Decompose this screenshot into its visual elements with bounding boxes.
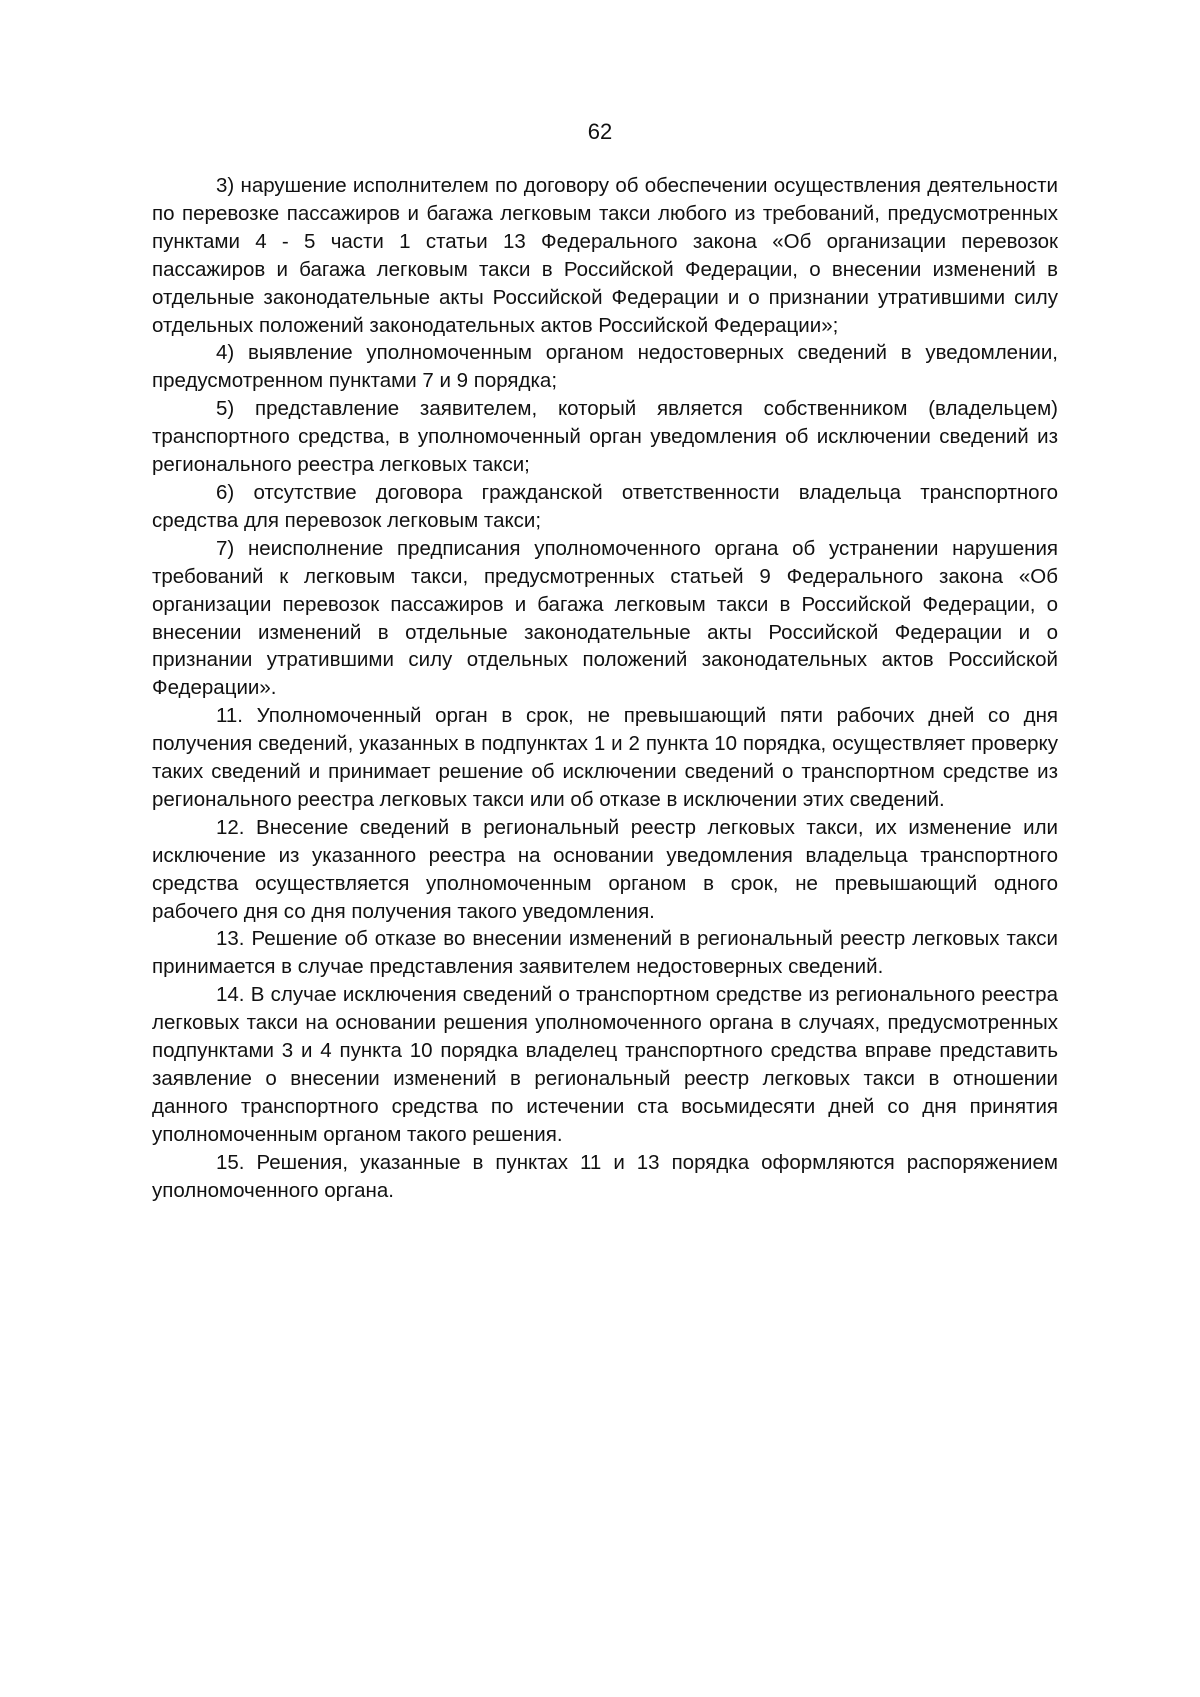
clause-11: 11. Уполномоченный орган в срок, не превышающий пяти рабочих дней со дня получения сведений, указанных в подпунктах 1 и 2 пункта 10 порядка, осуществляет проверку таких сведений и принимает решение об исключении сведений о транспортном средстве из регионального реестра легковых такси или об отказе в исключении этих сведений. (152, 704, 1058, 811)
subitem-7: 7) неисполнение предписания уполномоченного органа об устранении нарушения требований к легковым такси, предусмотренных статьей 9 Федерального закона «Об организации перевозок пассажиров и багажа легковым такси в Российской Федерации, о внесении изменений в отдельные законодательные акты Российской Федерации и о признании утратившими силу отдельных положений законодательных актов Российской Федерации». (152, 536, 1058, 700)
clause-15: 15. Решения, указанные в пунктах 11 и 13 порядка оформляются распоряжением уполномоченного органа. (152, 1150, 1058, 1202)
subitem-6: 6) отсутствие договора гражданской ответственности владельца транспортного средства для перевозок легковым такси; (152, 480, 1058, 532)
subitem-4: 4) выявление уполномоченным органом недостоверных сведений в уведомлении, предусмотренном пунктами 7 и 9 порядка; (152, 341, 1058, 393)
clause-12: 12. Внесение сведений в региональный реестр легковых такси, их изменение или исключение из указанного реестра на основании уведомления владельца транспортного средства осуществляется уполномоченным органом в срок, не превышающий одного рабочего дня со дня получения такого уведомления. (152, 815, 1058, 923)
subitem-5: 5) представление заявителем, который является собственником (владельцем) транспортного средства, в уполномоченный орган уведомления об исключении сведений из регионального реестра легковых такси; (152, 397, 1058, 477)
page-number: 62 (587, 119, 613, 144)
clause-13: 13. Решение об отказе во внесении изменений в региональный реестр легковых такси принимается в случае представления заявителем недостоверных сведений. (152, 927, 1058, 979)
subitem-3: 3) нарушение исполнителем по договору об обеспечении осуществления деятельности по перевозке пассажиров и багажа легковым такси любого из требований, предусмотренных пунктами 4 - 5 части 1 статьи 13 Федерального закона «Об организации перевозок пассажиров и багажа легковым такси в Российской Федерации, о внесении изменений в отдельные законодательные акты Российской Федерации и о признании утратившими силу отдельных положений законодательных актов Российской Федерации»; (152, 174, 1058, 337)
document-body (152, 172, 1058, 1205)
clause-14: 14. В случае исключения сведений о транспортном средстве из регионального реестра легковых такси на основании решения уполномоченного органа в случаях, предусмотренных подпунктами 3 и 4 пункта 10 порядка владелец транспортного средства вправе представить заявление о внесении изменений в региональный реестр легковых такси в отношении данного транспортного средства по истечении ста восьмидесяти дней со дня принятия уполномоченным органом такого решения. (152, 983, 1058, 1146)
